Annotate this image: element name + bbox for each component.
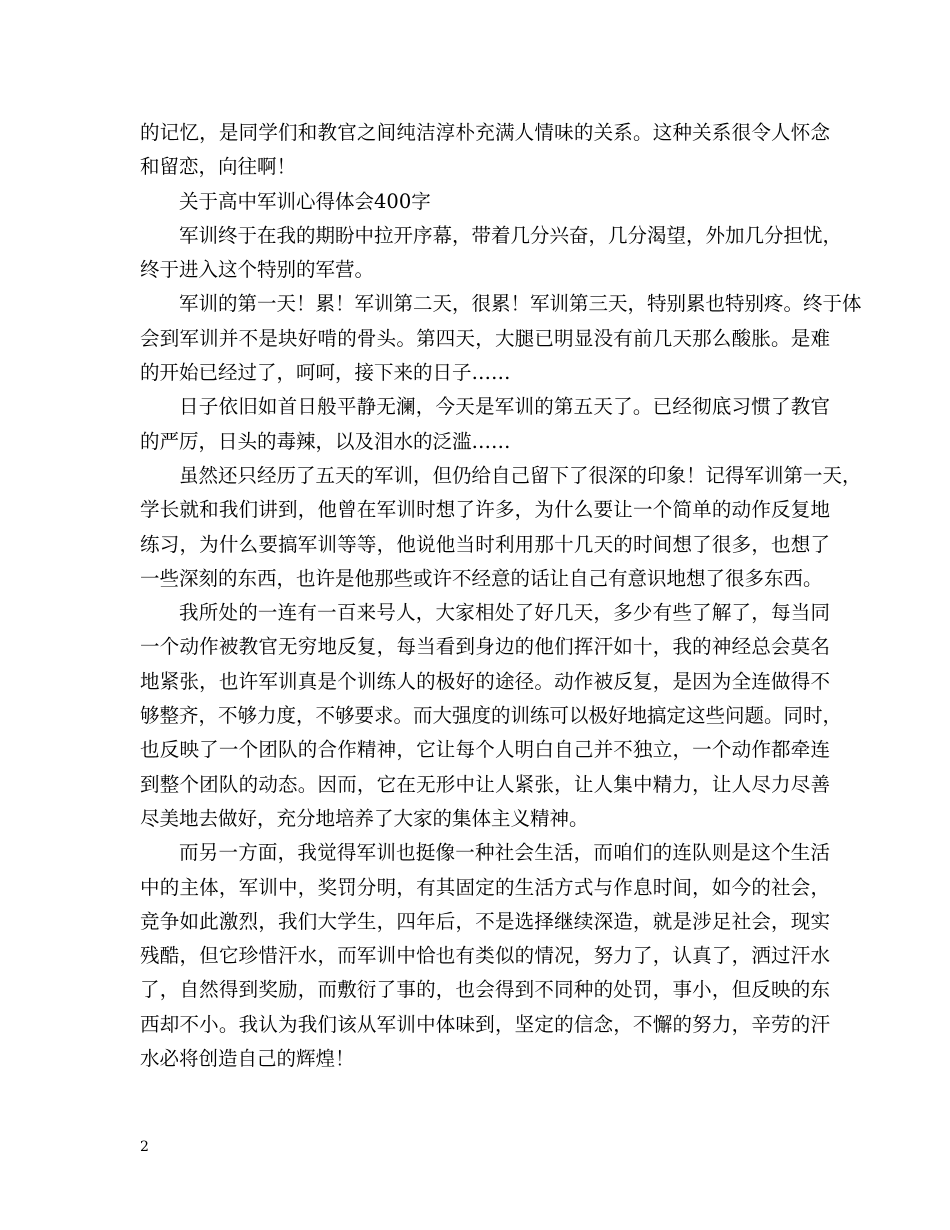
text-line: 和留恋，向往啊！ — [140, 155, 297, 179]
text-line: 尽美地去做好，充分地培养了大家的集体主义精神。 — [140, 806, 589, 830]
text-line: 西却不小。我认为我们该从军训中体味到，坚定的信念，不懈的努力，辛劳的汗 — [140, 1012, 830, 1036]
text-line: 终于进入这个特别的军营。 — [140, 258, 375, 282]
text-line: 我所处的一连有一百来号人，大家相处了好几天，多少有些了解了，每当同 — [179, 601, 830, 625]
text-line: 练习，为什么要搞军训等等，他说他当时利用那十几天的时间想了很多，也想了 — [140, 532, 830, 556]
text-line: 军训的第一天！累！军训第二天，很累！军训第三天，特别累也特别疼。终于体 — [179, 292, 862, 316]
text-line: 关于高中军训心得体会400字 — [179, 189, 431, 213]
paragraph — [140, 287, 862, 390]
text-line: 水必将创造自己的辉煌！ — [140, 1047, 355, 1071]
text-line: 了，自然得到奖励，而敷衍了事的，也会得到不同种的处罚，事小，但反映的东 — [140, 978, 830, 1002]
section-heading — [140, 185, 830, 219]
text-line: 的记忆，是同学们和教官之间纯洁淳朴充满人情味的关系。这种关系很令人怀念 — [140, 121, 830, 144]
text-line: 竞争如此激烈，我们大学生，四年后，不是选择继续深造，就是涉足社会，现实 — [140, 909, 830, 933]
text-line: 会到军训并不是块好啃的骨头。第四天，大腿已明显没有前几天那么酸胀。是难 — [140, 326, 830, 350]
paragraph — [140, 219, 843, 288]
document-body — [140, 116, 862, 1076]
text-line: 中的主体，军训中，奖罚分明，有其固定的生活方式与作息时间，如今的社会， — [140, 875, 830, 899]
text-line: 的开始已经过了，呵呵，接下来的日子…… — [140, 361, 511, 385]
paragraph — [140, 596, 843, 836]
paragraph — [140, 836, 830, 1076]
paragraph — [140, 390, 830, 459]
text-line: 日子依旧如首日般平静无澜，今天是军训的第五天了。已经彻底习惯了教官 — [179, 395, 830, 419]
text-line: 的严厉，日头的毒辣，以及泪水的泛滥…… — [140, 429, 511, 453]
text-line: 虽然还只经历了五天的军训，但仍给自己留下了很深的印象！记得军训第一天， — [179, 463, 862, 487]
text-line: 也反映了一个团队的合作精神，它让每个人明白自己并不独立，一个动作都牵连 — [140, 738, 830, 762]
text-line: 一些深刻的东西，也许是他那些或许不经意的话让自己有意识地想了很多东西。 — [140, 566, 823, 590]
text-line: 到整个团队的动态。因而，它在无形中让人紧张，让人集中精力，让人尽力尽善 — [140, 772, 830, 796]
paragraph — [140, 116, 830, 185]
text-line: 地紧张，也许军训真是个训练人的极好的途径。动作被反复，是因为全连做得不 — [140, 669, 830, 693]
page-number: 2 — [140, 1139, 149, 1155]
text-line: 军训终于在我的期盼中拉开序幕，带着几分兴奋，几分渴望，外加几分担忧， — [179, 223, 843, 247]
paragraph — [140, 459, 862, 596]
text-line: 一个动作被教官无穷地反复，每当看到身边的他们挥汗如十，我的神经总会莫名 — [140, 635, 830, 659]
text-line: 而另一方面，我觉得军训也挺像一种社会生活，而咱们的连队则是这个生活 — [179, 841, 830, 865]
text-line: 残酷，但它珍惜汗水，而军训中恰也有类似的情况，努力了，认真了，洒过汗水 — [140, 944, 830, 968]
text-line: 够整齐，不够力度，不够要求。而大强度的训练可以极好地搞定这些问题。同时， — [140, 704, 843, 728]
text-line: 学长就和我们讲到，他曾在军训时想了许多，为什么要让一个简单的动作反复地 — [140, 498, 830, 522]
